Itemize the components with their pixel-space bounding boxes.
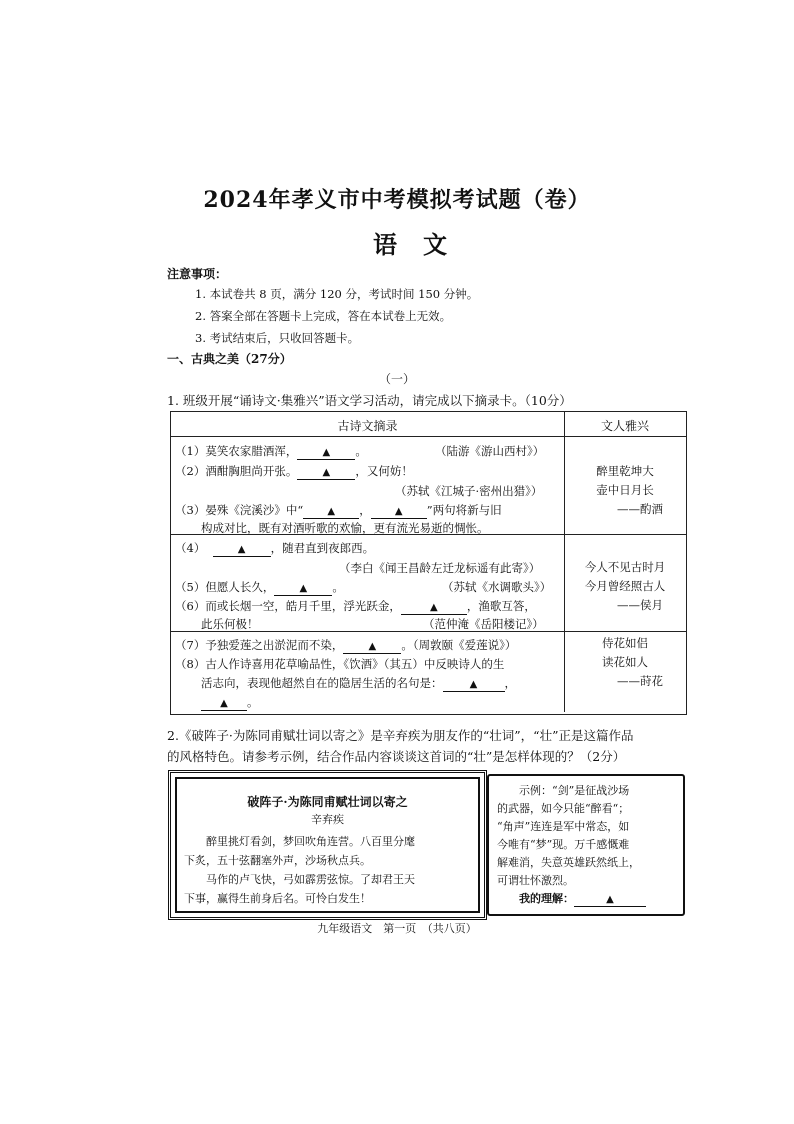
part-number: （一） bbox=[378, 372, 415, 386]
excerpt-line: （5）但愿人长久， ▲ 。 bbox=[175, 580, 344, 594]
table-header: 文人雅兴 bbox=[600, 419, 649, 433]
note-item: 3. 考试结束后，只收回答题卡。 bbox=[195, 331, 360, 345]
excerpt-line: （7）予独爱莲之出淤泥而不染， ▲ 。（周敦颐《爱莲说》） bbox=[175, 638, 517, 652]
excerpt-line: （3）晏殊《浣溪沙》中“ ▲ ， ▲ ”两句将新与旧 bbox=[175, 503, 502, 517]
excerpt-line: （8）古人作诗喜用花草喻品性，《饮酒》（其五）中反映诗人的生 bbox=[175, 657, 505, 671]
source: （苏轼《水调歌头》） bbox=[442, 580, 552, 594]
subject-title: 语文 bbox=[373, 230, 473, 259]
answer-blank: ▲ bbox=[303, 506, 359, 519]
my-understanding: 我的理解： ▲ bbox=[497, 890, 646, 907]
excerpt-line: （6）而或长烟一空，皓月千里，浮光跃金， ▲ ，渔歌互答， bbox=[175, 599, 536, 613]
poem-box bbox=[175, 777, 480, 913]
excerpt-line: （2）酒酣胸胆尚开张。 ▲ ，又何妨！ bbox=[175, 464, 413, 478]
table-divider bbox=[171, 436, 686, 437]
answer-blank: ▲ bbox=[297, 447, 355, 460]
note-item: 1. 本试卷共 8 页，满分 120 分，考试时间 150 分钟。 bbox=[195, 287, 479, 301]
answer-blank: ▲ bbox=[274, 583, 332, 596]
example-line: 今唯有“梦”现。万千感慨难 bbox=[497, 838, 630, 851]
answer-blank: ▲ bbox=[343, 641, 401, 654]
excerpt-line: 此乐何极！ bbox=[201, 617, 259, 631]
question-2: 的风格特色。请参考示例，结合作品内容谈谈这首词的“壮”是怎样体现的？（2分） bbox=[167, 749, 626, 764]
answer-blank: ▲ bbox=[401, 602, 467, 615]
example-box bbox=[487, 774, 685, 916]
answer-blank: ▲ bbox=[297, 467, 355, 480]
example-line: “角声”连连是军中常态，如 bbox=[497, 820, 630, 833]
elegance-note: 侍花如侣 读花如人 ——莳花 bbox=[602, 636, 663, 688]
elegance-note: 今人不见古时月 今月曾经照古人 ——侯月 bbox=[584, 560, 666, 612]
source: （李白《闻王昌龄左迁龙标遥有此寄》） bbox=[339, 561, 541, 575]
excerpt-line: 构成对比，既有对酒听歌的欢愉，更有流光易逝的惆怅。 bbox=[201, 521, 489, 535]
answer-blank: ▲ bbox=[443, 679, 505, 692]
question-2: 2.《破阵子·为陈同甫赋壮词以寄之》是辛弃疾为朋友作的“壮词”，“壮”正是这篇作品 bbox=[167, 728, 634, 743]
poem-title: 破阵子·为陈同甫赋壮词以寄之 bbox=[247, 795, 408, 809]
notes-heading: 注意事项： bbox=[167, 267, 228, 281]
example-line: 解难消，失意英雄跃然纸上， bbox=[497, 856, 640, 869]
poem-frame bbox=[168, 770, 487, 920]
source: （苏轼《江城子·密州出猎》） bbox=[395, 484, 543, 498]
poem-line: 马作的卢飞快，弓如霹雳弦惊。了却君王天 bbox=[184, 873, 415, 886]
answer-blank: ▲ bbox=[371, 506, 427, 519]
section-heading: 一、古典之美（27分） bbox=[167, 352, 292, 366]
excerpt-line: （1）莫笑农家腊酒浑， ▲ 。 bbox=[175, 444, 367, 458]
note-item: 2. 答案全部在答题卡上完成，答在本试卷上无效。 bbox=[195, 309, 452, 323]
poem-line: 醉里挑灯看剑，梦回吹角连营。八百里分麾 bbox=[184, 835, 415, 848]
answer-blank: ▲ bbox=[574, 894, 646, 907]
poem-line: 下事，赢得生前身后名。可怜白发生！ bbox=[184, 892, 371, 905]
answer-blank: ▲ bbox=[201, 698, 247, 711]
source: （陆游《游山西村》） bbox=[435, 444, 545, 458]
table-header: 古诗文摘录 bbox=[337, 419, 398, 433]
source: （范仲淹《岳阳楼记》） bbox=[423, 617, 544, 631]
excerpt-line: （4） ▲ ，随君直到夜郎西。 bbox=[175, 541, 375, 555]
example-line: 示例：“剑”是征战沙场 bbox=[497, 784, 630, 797]
question-1: 1. 班级开展“诵诗文·集雅兴”语文学习活动，请完成以下摘录卡。（10分） bbox=[167, 393, 572, 408]
example-line: 的武器，如今只能“醉看“； bbox=[497, 802, 630, 815]
elegance-note: 醉里乾坤大 壶中日月长 ——酌酒 bbox=[596, 464, 663, 516]
exam-title: 2024年孝义市中考模拟考试题（卷） bbox=[203, 187, 591, 213]
answer-blank: ▲ bbox=[213, 544, 271, 557]
excerpt-line: ▲ 。 bbox=[201, 694, 259, 711]
poem-line: 下炙，五十弦翻塞外声，沙场秋点兵。 bbox=[184, 854, 371, 867]
excerpt-table bbox=[170, 411, 687, 715]
example-line: 可谓壮怀激烈。 bbox=[497, 874, 574, 887]
poem-author: 辛弃疾 bbox=[311, 813, 344, 826]
page-footer: 九年级语文 第一页 （共八页） bbox=[317, 922, 477, 935]
excerpt-line: 活志向，表现他超然自在的隐居生活的名句是： ▲ ， bbox=[201, 676, 516, 690]
